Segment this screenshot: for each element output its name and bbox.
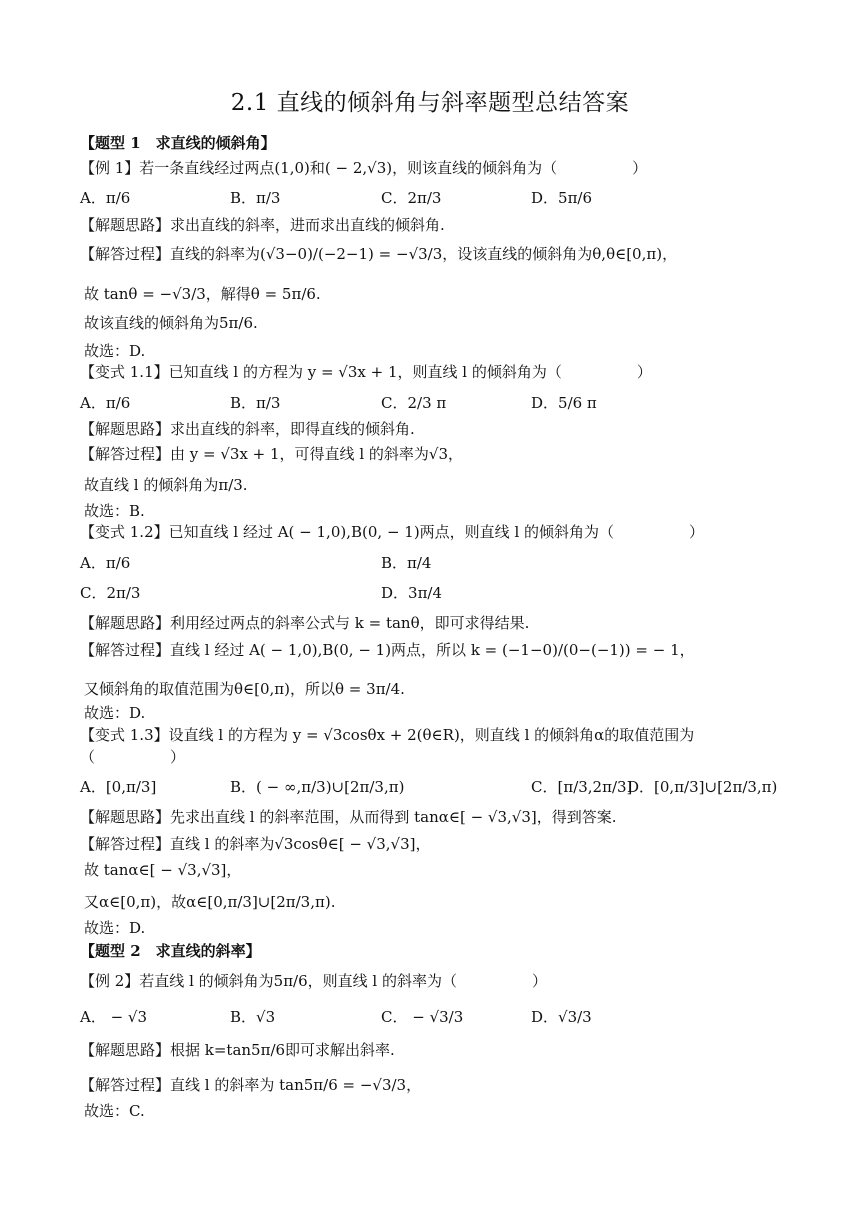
answer-option: A．[0,π/3]	[80, 778, 157, 796]
answer-option: D．√3/3	[531, 1008, 592, 1026]
answer-option: B．π/3	[230, 189, 281, 207]
text-line: 故 tanθ = −√3/3，解得θ = 5π/6.	[84, 285, 321, 303]
text-line: 故直线 l 的倾斜角为π/3.	[84, 476, 248, 494]
answer-option: C．2π/3	[80, 584, 141, 602]
text-line: 【例 2】若直线 l 的倾斜角为5π/6，则直线 l 的斜率为（ ）	[80, 972, 547, 990]
text-line: 【解题思路】根据 k=tan5π/6即可求解出斜率.	[80, 1041, 395, 1059]
text-line: 故选：D.	[84, 919, 146, 937]
text-line: 【例 1】若一条直线经过两点(1,0)和( − 2,√3)，则该直线的倾斜角为（ ）	[80, 159, 648, 177]
text-line: （ ）	[80, 748, 186, 766]
text-line: 【解答过程】直线 l 的斜率为√3cosθ∈[ − √3,√3]，	[80, 835, 431, 853]
text-line: 故该直线的倾斜角为5π/6.	[84, 314, 258, 332]
answer-option: D．[0,π/3]∪[2π/3,π)	[627, 778, 778, 796]
answer-option: C． − √3/3	[381, 1008, 464, 1026]
text-line: 【变式 1.1】已知直线 l 的方程为 y = √3x + 1，则直线 l 的倾斜角为（ ）	[80, 363, 652, 381]
text-line: 【解题思路】求出直线的斜率，即得直线的倾斜角.	[80, 420, 415, 438]
text-line: 【解答过程】直线 l 经过 A( − 1,0),B(0, − 1)两点，所以 k = (−1−0)/(0−(−1)) = − 1，	[80, 641, 695, 659]
text-line: 【变式 1.2】已知直线 l 经过 A( − 1,0),B(0, − 1)两点，则直线 l 的倾斜角为（ ）	[80, 523, 705, 541]
text-line: 又α∈[0,π)，故α∈[0,π/3]∪[2π/3,π).	[84, 893, 336, 911]
answer-option: A． − √3	[80, 1008, 148, 1026]
text-line: 【解答过程】直线的斜率为(√3−0)/(−2−1) = −√3/3，设该直线的倾斜角为θ,θ∈[0,π)，	[80, 245, 678, 263]
text-line: 又倾斜角的取值范围为θ∈[0,π)，所以θ = 3π/4.	[84, 680, 405, 698]
text-line: 故选：B.	[84, 502, 145, 520]
answer-option: A．π/6	[80, 554, 131, 572]
document-title: 2.1 直线的倾斜角与斜率题型总结答案	[230, 90, 630, 116]
text-line: 故选：D.	[84, 704, 146, 722]
text-line: 【解题思路】求出直线的斜率，进而求出直线的倾斜角.	[80, 216, 445, 234]
answer-option: C．2π/3	[381, 189, 442, 207]
answer-option: C．2/3 π	[381, 394, 447, 412]
section-heading: 【题型 2 求直线的斜率】	[80, 942, 261, 960]
section-heading: 【题型 1 求直线的倾斜角】	[80, 134, 276, 152]
answer-option: A．π/6	[80, 394, 131, 412]
answer-option: D．5π/6	[531, 189, 593, 207]
text-line: 故选：C.	[84, 1102, 145, 1120]
answer-option: B．π/4	[381, 554, 432, 572]
answer-option: B．√3	[230, 1008, 276, 1026]
text-line: 故 tanα∈[ − √3,√3]，	[84, 861, 242, 879]
answer-option: B．π/3	[230, 394, 281, 412]
answer-option: B．( − ∞,π/3)∪[2π/3,π)	[230, 778, 405, 796]
text-line: 【解题思路】利用经过两点的斜率公式与 k = tanθ，即可求得结果.	[80, 614, 530, 632]
text-line: 故选：D.	[84, 342, 146, 360]
text-line: 【解答过程】由 y = √3x + 1，可得直线 l 的斜率为√3，	[80, 445, 463, 463]
answer-option: A．π/6	[80, 189, 131, 207]
text-line: 【解答过程】直线 l 的斜率为 tan5π/6 = −√3/3，	[80, 1076, 422, 1094]
text-line: 【变式 1.3】设直线 l 的方程为 y = √3cosθx + 2(θ∈R)，则直线 l 的倾斜角α的取值范围为	[80, 726, 695, 744]
answer-option: D．5/6 π	[531, 394, 597, 412]
text-line: 【解题思路】先求出直线 l 的斜率范围，从而得到 tanα∈[ − √3,√3]，得到答案.	[80, 808, 617, 826]
answer-option: D．3π/4	[381, 584, 443, 602]
answer-option: C．[π/3,2π/3]	[531, 778, 633, 796]
